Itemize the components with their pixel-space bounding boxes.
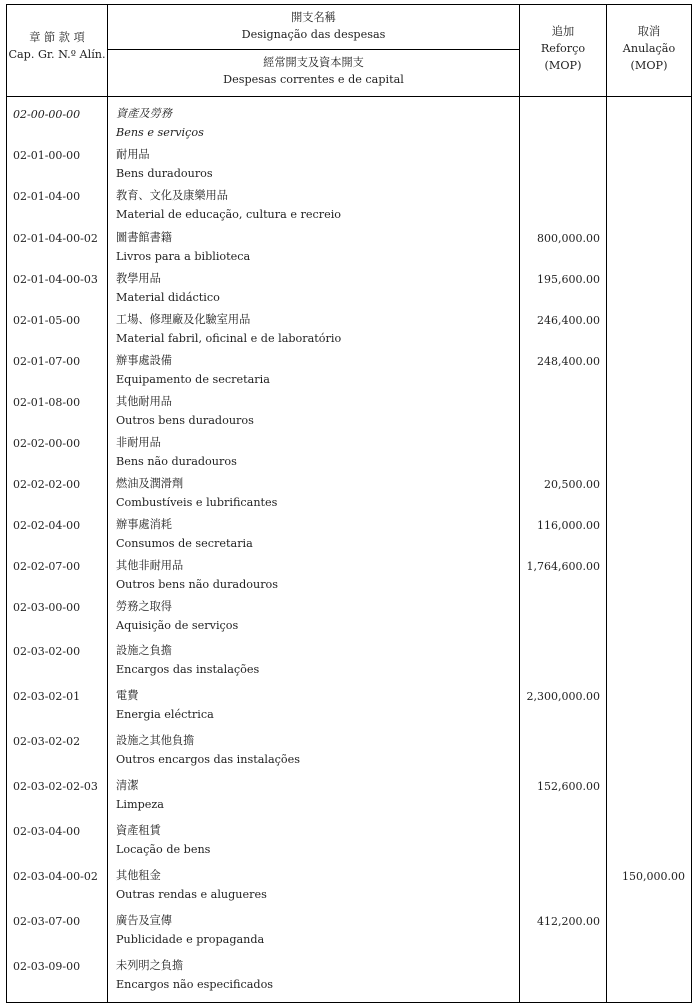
row-code: 02-03-07-00 — [7, 912, 108, 957]
row-code: 02-01-04-00-02 — [7, 229, 108, 270]
row-designation — [108, 957, 520, 1003]
row-designation-pt: Publicidade e propaganda — [116, 932, 265, 946]
row-designation-pt: Material didáctico — [116, 290, 220, 304]
row-anulacao — [607, 187, 692, 229]
row-designation — [108, 229, 520, 270]
row-reforco: 195,600.00 — [520, 270, 607, 311]
row-designation-zh: 資產及勞務 — [116, 107, 172, 120]
row-anulacao — [607, 598, 692, 642]
header-expenses-zh: 經常開支及資本開支 — [263, 56, 364, 69]
row-designation — [108, 270, 520, 311]
row-designation-pt: Consumos de secretaria — [116, 536, 253, 550]
row-designation-zh: 勞務之取得 — [116, 600, 172, 613]
row-reforco — [520, 187, 607, 229]
row-anulacao — [607, 642, 692, 687]
row-code: 02-00-00-00 — [7, 105, 108, 146]
row-designation-pt: Bens e serviços — [116, 125, 204, 139]
header-anulacao-pt: Anulação — [622, 42, 676, 55]
table-row — [7, 352, 692, 393]
row-anulacao — [607, 146, 692, 187]
row-designation-pt: Energia eléctrica — [116, 707, 214, 721]
row-reforco: 152,600.00 — [520, 777, 607, 822]
row-anulacao — [607, 393, 692, 434]
header-anulacao-unit: (MOP) — [630, 59, 668, 72]
row-reforco: 412,200.00 — [520, 912, 607, 957]
row-designation — [108, 475, 520, 516]
row-designation-pt: Outras rendas e alugueres — [116, 887, 267, 901]
row-code: 02-01-00-00 — [7, 146, 108, 187]
header-designation-zh: 開支名稱 — [291, 11, 336, 24]
table-row — [7, 393, 692, 434]
table-row — [7, 912, 692, 957]
row-reforco: 248,400.00 — [520, 352, 607, 393]
table-row — [7, 642, 692, 687]
row-designation-zh: 非耐用品 — [116, 436, 161, 449]
table-header — [7, 5, 692, 97]
row-designation-pt: Material de educação, cultura e recreio — [116, 207, 342, 221]
row-designation — [108, 732, 520, 777]
row-designation — [108, 557, 520, 598]
table-row — [7, 311, 692, 352]
row-anulacao — [607, 352, 692, 393]
row-code: 02-02-02-00 — [7, 475, 108, 516]
row-anulacao — [607, 229, 692, 270]
row-designation — [108, 912, 520, 957]
row-designation-zh: 辦事處消耗 — [116, 518, 172, 531]
table-row — [7, 732, 692, 777]
row-code: 02-03-02-01 — [7, 687, 108, 732]
header-expenses — [108, 50, 520, 97]
row-reforco — [520, 957, 607, 1003]
row-designation-zh: 耐用品 — [116, 148, 150, 161]
table-row — [7, 867, 692, 912]
row-reforco: 116,000.00 — [520, 516, 607, 557]
row-designation-zh: 設施之其他負擔 — [116, 734, 195, 747]
row-code: 02-02-04-00 — [7, 516, 108, 557]
row-anulacao: 150,000.00 — [607, 867, 692, 912]
row-designation — [108, 642, 520, 687]
header-reforco-pt: Reforço — [540, 42, 586, 55]
header-code — [7, 5, 108, 97]
row-reforco — [520, 598, 607, 642]
row-designation-zh: 廣告及宣傳 — [116, 914, 172, 927]
table-row — [7, 270, 692, 311]
row-code: 02-01-04-00 — [7, 187, 108, 229]
row-anulacao — [607, 270, 692, 311]
table-row — [7, 822, 692, 867]
row-designation-zh: 未列明之負擔 — [116, 959, 184, 972]
row-anulacao — [607, 957, 692, 1003]
row-designation-zh: 其他非耐用品 — [116, 559, 184, 572]
row-designation-pt: Encargos das instalações — [116, 662, 260, 676]
row-designation-pt: Locação de bens — [116, 842, 211, 856]
row-designation — [108, 311, 520, 352]
row-designation-zh: 清潔 — [116, 779, 139, 792]
row-code: 02-02-07-00 — [7, 557, 108, 598]
row-reforco — [520, 146, 607, 187]
row-designation-zh: 資產租賃 — [116, 824, 161, 837]
row-designation-zh: 其他租金 — [116, 869, 161, 882]
row-designation — [108, 393, 520, 434]
row-designation-zh: 其他耐用品 — [116, 395, 172, 408]
row-designation — [108, 867, 520, 912]
table-row — [7, 957, 692, 1003]
table-row — [7, 105, 692, 146]
row-code: 02-03-02-02-03 — [7, 777, 108, 822]
row-designation-pt: Limpeza — [116, 797, 164, 811]
row-anulacao — [607, 822, 692, 867]
row-designation — [108, 598, 520, 642]
row-designation-zh: 工場、修理廠及化驗室用品 — [116, 313, 251, 326]
row-code: 02-03-04-00-02 — [7, 867, 108, 912]
row-designation-pt: Bens duradouros — [116, 166, 213, 180]
row-designation-pt: Bens não duradouros — [116, 454, 237, 468]
row-designation — [108, 187, 520, 229]
row-anulacao — [607, 557, 692, 598]
header-expenses-pt: Despesas correntes e de capital — [223, 73, 404, 86]
table-row — [7, 434, 692, 475]
row-designation-pt: Outros encargos das instalações — [116, 752, 300, 766]
row-reforco: 800,000.00 — [520, 229, 607, 270]
header-reforco — [520, 5, 607, 97]
row-reforco — [520, 434, 607, 475]
row-reforco — [520, 105, 607, 146]
row-anulacao — [607, 105, 692, 146]
row-reforco — [520, 642, 607, 687]
row-designation-pt: Equipamento de secretaria — [116, 372, 270, 386]
row-designation — [108, 146, 520, 187]
header-code-pt: Cap. Gr. N.º Alín. — [8, 48, 106, 61]
row-designation-zh: 電費 — [116, 689, 139, 702]
row-designation — [108, 434, 520, 475]
row-code: 02-01-08-00 — [7, 393, 108, 434]
row-designation — [108, 687, 520, 732]
row-designation-zh: 設施之負擔 — [116, 644, 172, 657]
row-reforco — [520, 822, 607, 867]
row-designation — [108, 352, 520, 393]
row-anulacao — [607, 311, 692, 352]
row-anulacao — [607, 912, 692, 957]
row-reforco — [520, 867, 607, 912]
table-row — [7, 475, 692, 516]
row-code: 02-01-07-00 — [7, 352, 108, 393]
table-row — [7, 557, 692, 598]
row-designation-zh: 教育、文化及康樂用品 — [116, 189, 228, 202]
table-row — [7, 146, 692, 187]
row-designation-zh: 圖書館書籍 — [116, 231, 172, 244]
row-anulacao — [607, 732, 692, 777]
budget-table — [6, 4, 692, 1003]
row-designation-pt: Aquisição de serviços — [116, 618, 239, 632]
row-designation — [108, 822, 520, 867]
table-row — [7, 516, 692, 557]
row-designation-zh: 辦事處設備 — [116, 354, 172, 367]
header-code-zh: 章 節 款 項 — [29, 31, 85, 44]
row-code: 02-02-00-00 — [7, 434, 108, 475]
row-reforco: 20,500.00 — [520, 475, 607, 516]
row-designation — [108, 777, 520, 822]
table-row — [7, 187, 692, 229]
row-anulacao — [607, 687, 692, 732]
row-designation — [108, 516, 520, 557]
header-reforco-unit: (MOP) — [544, 59, 582, 72]
row-code: 02-03-09-00 — [7, 957, 108, 1003]
row-designation-pt: Outros bens duradouros — [116, 413, 254, 427]
row-designation-pt: Combustíveis e lubrificantes — [116, 495, 278, 509]
row-designation — [108, 105, 520, 146]
row-designation-pt: Encargos não especificados — [116, 977, 274, 991]
row-code: 02-03-04-00 — [7, 822, 108, 867]
row-reforco — [520, 732, 607, 777]
table-row — [7, 777, 692, 822]
header-anulacao — [607, 5, 692, 97]
row-designation-zh: 燃油及潤滑劑 — [116, 477, 184, 490]
header-reforco-zh: 追加 — [551, 25, 575, 38]
row-code: 02-01-05-00 — [7, 311, 108, 352]
row-reforco — [520, 393, 607, 434]
row-designation-zh: 教學用品 — [116, 272, 161, 285]
table-body — [7, 97, 692, 1003]
header-designation — [108, 5, 520, 50]
row-reforco: 1,764,600.00 — [520, 557, 607, 598]
row-anulacao — [607, 434, 692, 475]
row-anulacao — [607, 516, 692, 557]
row-reforco: 246,400.00 — [520, 311, 607, 352]
row-designation-pt: Outros bens não duradouros — [116, 577, 279, 591]
table-row — [7, 229, 692, 270]
table-row — [7, 687, 692, 732]
header-designation-pt: Designação das despesas — [241, 28, 386, 41]
row-designation-pt: Livros para a biblioteca — [116, 249, 251, 263]
row-anulacao — [607, 777, 692, 822]
row-designation-pt: Material fabril, oficinal e de laboratório — [116, 331, 342, 345]
header-anulacao-zh: 取消 — [637, 25, 661, 38]
row-reforco: 2,300,000.00 — [520, 687, 607, 732]
row-anulacao — [607, 475, 692, 516]
row-code: 02-03-02-00 — [7, 642, 108, 687]
row-code: 02-03-00-00 — [7, 598, 108, 642]
row-code: 02-03-02-02 — [7, 732, 108, 777]
table-row — [7, 598, 692, 642]
row-code: 02-01-04-00-03 — [7, 270, 108, 311]
